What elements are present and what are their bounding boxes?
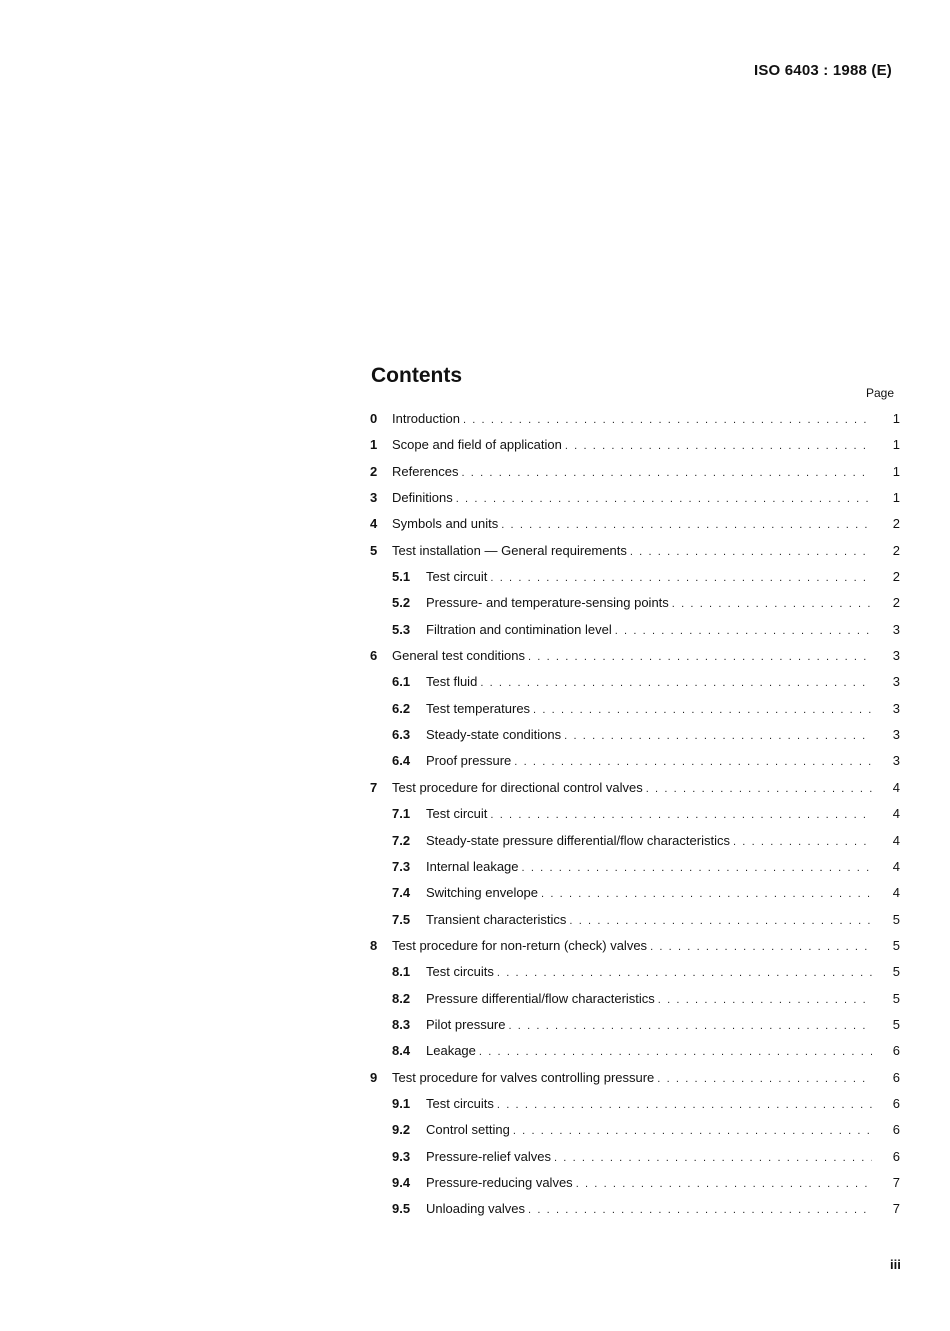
toc-entry[interactable] [370, 1012, 900, 1038]
toc-entry-number: 8 [370, 937, 378, 953]
toc-entry[interactable] [370, 511, 900, 537]
toc-dot-leader [497, 1092, 872, 1118]
toc-entry-page: 4 [892, 806, 900, 822]
toc-entry-number: 9.4 [392, 1174, 411, 1190]
toc-entry-page: 7 [892, 1201, 900, 1217]
toc-entry-number: 1 [370, 437, 378, 453]
toc-entry-title: Transient characteristics [426, 911, 567, 927]
toc-entry-page: 4 [892, 858, 900, 874]
toc-dot-leader [528, 644, 872, 670]
toc-dot-leader [513, 1118, 872, 1144]
toc-entry-page: 4 [892, 832, 900, 848]
toc-entry-title: Test circuit [426, 569, 488, 585]
contents-title: Contents [371, 364, 462, 387]
toc-entry-title: Test circuit [426, 806, 488, 822]
toc-entry-title: Steady-state pressure differential/flow characteristics [426, 832, 730, 848]
toc-entry-title: References [392, 463, 459, 479]
toc-dot-leader [672, 591, 872, 617]
toc-entry[interactable] [370, 722, 900, 748]
toc-entry[interactable] [370, 828, 900, 854]
toc-entry[interactable] [370, 485, 900, 511]
toc-entry-page: 4 [892, 779, 900, 795]
toc-dot-leader [554, 1145, 872, 1171]
toc-entry-number: 7.1 [392, 806, 411, 822]
toc-entry-page: 6 [892, 1122, 900, 1138]
toc-entry-title: Test procedure for valves controlling pressure [392, 1069, 655, 1085]
toc-dot-leader [565, 433, 872, 459]
toc-dot-leader [733, 829, 872, 855]
toc-entry-page: 1 [892, 437, 900, 453]
toc-entry-page: 3 [892, 700, 900, 716]
page-column-label: Page [866, 386, 895, 400]
toc-entry[interactable] [370, 406, 900, 432]
toc-entry-number: 6.1 [392, 674, 411, 690]
toc-entry-title: Test circuits [426, 964, 494, 980]
toc-dot-leader [658, 987, 872, 1013]
toc-entry-title: Test temperatures [426, 700, 531, 716]
toc-entry-number: 9.5 [392, 1201, 411, 1217]
toc-entry-number: 7.5 [392, 911, 411, 927]
toc-entry-page: 5 [892, 964, 900, 980]
toc-dot-leader [646, 776, 872, 802]
toc-entry-page: 2 [892, 569, 900, 585]
toc-entry-page: 5 [892, 990, 900, 1006]
toc-entry-number: 9.2 [392, 1122, 411, 1138]
toc-entry-page: 6 [892, 1095, 900, 1111]
toc-dot-leader [630, 539, 872, 565]
toc-entry-page: 5 [892, 911, 900, 927]
toc-entry[interactable] [370, 669, 900, 695]
toc-entry-page: 3 [892, 727, 900, 743]
toc-entry-title: Internal leakage [426, 858, 519, 874]
toc-entry-page: 1 [892, 411, 900, 426]
toc-dot-leader [528, 1197, 872, 1223]
toc-entry-number: 6.3 [392, 727, 411, 743]
toc-dot-leader [463, 407, 872, 433]
toc-entry-number: 8.1 [392, 964, 411, 980]
toc-entry-number: 9.3 [392, 1148, 411, 1164]
toc-entry[interactable] [370, 748, 900, 774]
toc-dot-leader [650, 934, 872, 960]
toc-dot-leader [564, 723, 872, 749]
toc-entry-title: Leakage [426, 1043, 476, 1059]
toc-entry[interactable] [370, 775, 900, 801]
toc-entry-title: Test fluid [426, 674, 478, 690]
toc-entry-number: 7 [370, 779, 378, 795]
toc-dot-leader [461, 460, 872, 486]
toc-entry-page: 2 [892, 542, 900, 558]
toc-entry[interactable] [370, 1065, 900, 1091]
toc-entry-title: Test procedure for directional control valves [392, 779, 643, 795]
toc-entry-title: Test procedure for non-return (check) valves [392, 937, 648, 953]
toc-entry-number: 6.4 [392, 753, 411, 769]
table-of-contents [370, 406, 900, 1223]
toc-entry[interactable] [370, 1091, 900, 1117]
toc-entry-number: 7.3 [392, 858, 411, 874]
toc-dot-leader [490, 802, 872, 828]
toc-entry-title: Introduction [392, 411, 460, 426]
toc-entry[interactable] [370, 617, 900, 643]
toc-entry-number: 8.4 [392, 1043, 411, 1059]
toc-entry-title: Scope and field of application [392, 437, 562, 453]
toc-dot-leader [569, 908, 872, 934]
toc-entry-number: 0 [370, 411, 378, 426]
toc-dot-leader [657, 1066, 872, 1092]
toc-entry[interactable] [370, 1170, 900, 1196]
toc-entry-title: Test circuits [426, 1095, 494, 1111]
toc-entry[interactable] [370, 1038, 900, 1064]
toc-entry[interactable] [370, 880, 900, 906]
toc-entry-number: 3 [370, 490, 378, 506]
toc-entry-number: 6.2 [392, 700, 411, 716]
toc-entry-title: Pressure- and temperature-sensing points [426, 595, 669, 611]
toc-entry-number: 8.2 [392, 990, 411, 1006]
toc-dot-leader [490, 565, 872, 591]
toc-entry-title: Test installation — General requirements [392, 542, 627, 558]
toc-entry-page: 6 [892, 1148, 900, 1164]
toc-entry-title: Pressure-reducing valves [426, 1174, 573, 1190]
toc-entry-page: 3 [892, 648, 900, 664]
toc-entry[interactable] [370, 590, 900, 616]
toc-entry[interactable] [370, 959, 900, 985]
toc-entry-title: Filtration and contimination level [426, 621, 612, 637]
toc-entry-number: 5.1 [392, 569, 411, 585]
toc-entry-page: 5 [892, 937, 900, 953]
toc-entry[interactable] [370, 643, 900, 669]
toc-entry-number: 6 [370, 648, 378, 664]
toc-entry-page: 1 [892, 490, 900, 506]
toc-entry-page: 3 [892, 674, 900, 690]
toc-entry-page: 2 [892, 516, 900, 532]
toc-entry[interactable] [370, 1117, 900, 1143]
toc-entry-number: 8.3 [392, 1016, 411, 1032]
toc-entry[interactable] [370, 907, 900, 933]
toc-entry-number: 4 [370, 516, 378, 532]
toc-entry-number: 9 [370, 1069, 378, 1085]
toc-entry-page: 1 [892, 463, 900, 479]
toc-dot-leader [480, 670, 872, 696]
toc-entry-title: Definitions [392, 490, 453, 506]
toc-entry-number: 5.2 [392, 595, 411, 611]
page-folio: iii [890, 1257, 901, 1272]
toc-entry-number: 7.2 [392, 832, 411, 848]
toc-entry[interactable] [370, 564, 900, 590]
toc-entry[interactable] [370, 459, 900, 485]
toc-dot-leader [479, 1039, 872, 1065]
toc-entry[interactable] [370, 986, 900, 1012]
toc-entry[interactable] [370, 933, 900, 959]
toc-entry-title: Pressure-relief valves [426, 1148, 551, 1164]
toc-dot-leader [456, 486, 872, 512]
toc-entry-number: 5 [370, 542, 378, 558]
toc-entry-title: Symbols and units [392, 516, 499, 532]
toc-entry-title: General test conditions [392, 648, 525, 664]
toc-entry-page: 5 [892, 1016, 900, 1032]
toc-entry-page: 3 [892, 753, 900, 769]
toc-entry[interactable] [370, 1196, 900, 1222]
toc-entry[interactable] [370, 432, 900, 458]
toc-dot-leader [497, 960, 872, 986]
toc-dot-leader [541, 881, 872, 907]
toc-dot-leader [508, 1013, 872, 1039]
toc-entry-number: 2 [370, 463, 378, 479]
toc-entry-page: 6 [892, 1069, 900, 1085]
toc-entry-title: Pressure differential/flow characteristics [426, 990, 655, 1006]
toc-entry-title: Proof pressure [426, 753, 512, 769]
toc-entry-page: 3 [892, 621, 900, 637]
toc-entry-title: Control setting [426, 1122, 510, 1138]
toc-entry-number: 7.4 [392, 885, 411, 901]
toc-entry[interactable] [370, 538, 900, 564]
toc-entry-page: 6 [892, 1043, 900, 1059]
toc-dot-leader [576, 1171, 872, 1197]
toc-entry-title: Unloading valves [426, 1201, 526, 1217]
toc-entry-title: Pilot pressure [426, 1016, 506, 1032]
toc-dot-leader [514, 749, 872, 775]
toc-entry[interactable] [370, 696, 900, 722]
toc-entry[interactable] [370, 1144, 900, 1170]
toc-dot-leader [533, 697, 872, 723]
toc-entry-page: 4 [892, 885, 900, 901]
toc-entry-number: 9.1 [392, 1095, 411, 1111]
toc-entry-page: 7 [892, 1174, 900, 1190]
toc-dot-leader [522, 855, 872, 881]
toc-entry[interactable] [370, 854, 900, 880]
toc-dot-leader [501, 512, 872, 538]
toc-entry-title: Switching envelope [426, 885, 539, 901]
toc-entry[interactable] [370, 801, 900, 827]
toc-entry-title: Steady-state conditions [426, 727, 562, 743]
document-id: ISO 6403 : 1988 (E) [753, 62, 892, 79]
toc-entry-page: 2 [892, 595, 900, 611]
toc-entry-number: 5.3 [392, 621, 411, 637]
toc-dot-leader [615, 618, 872, 644]
